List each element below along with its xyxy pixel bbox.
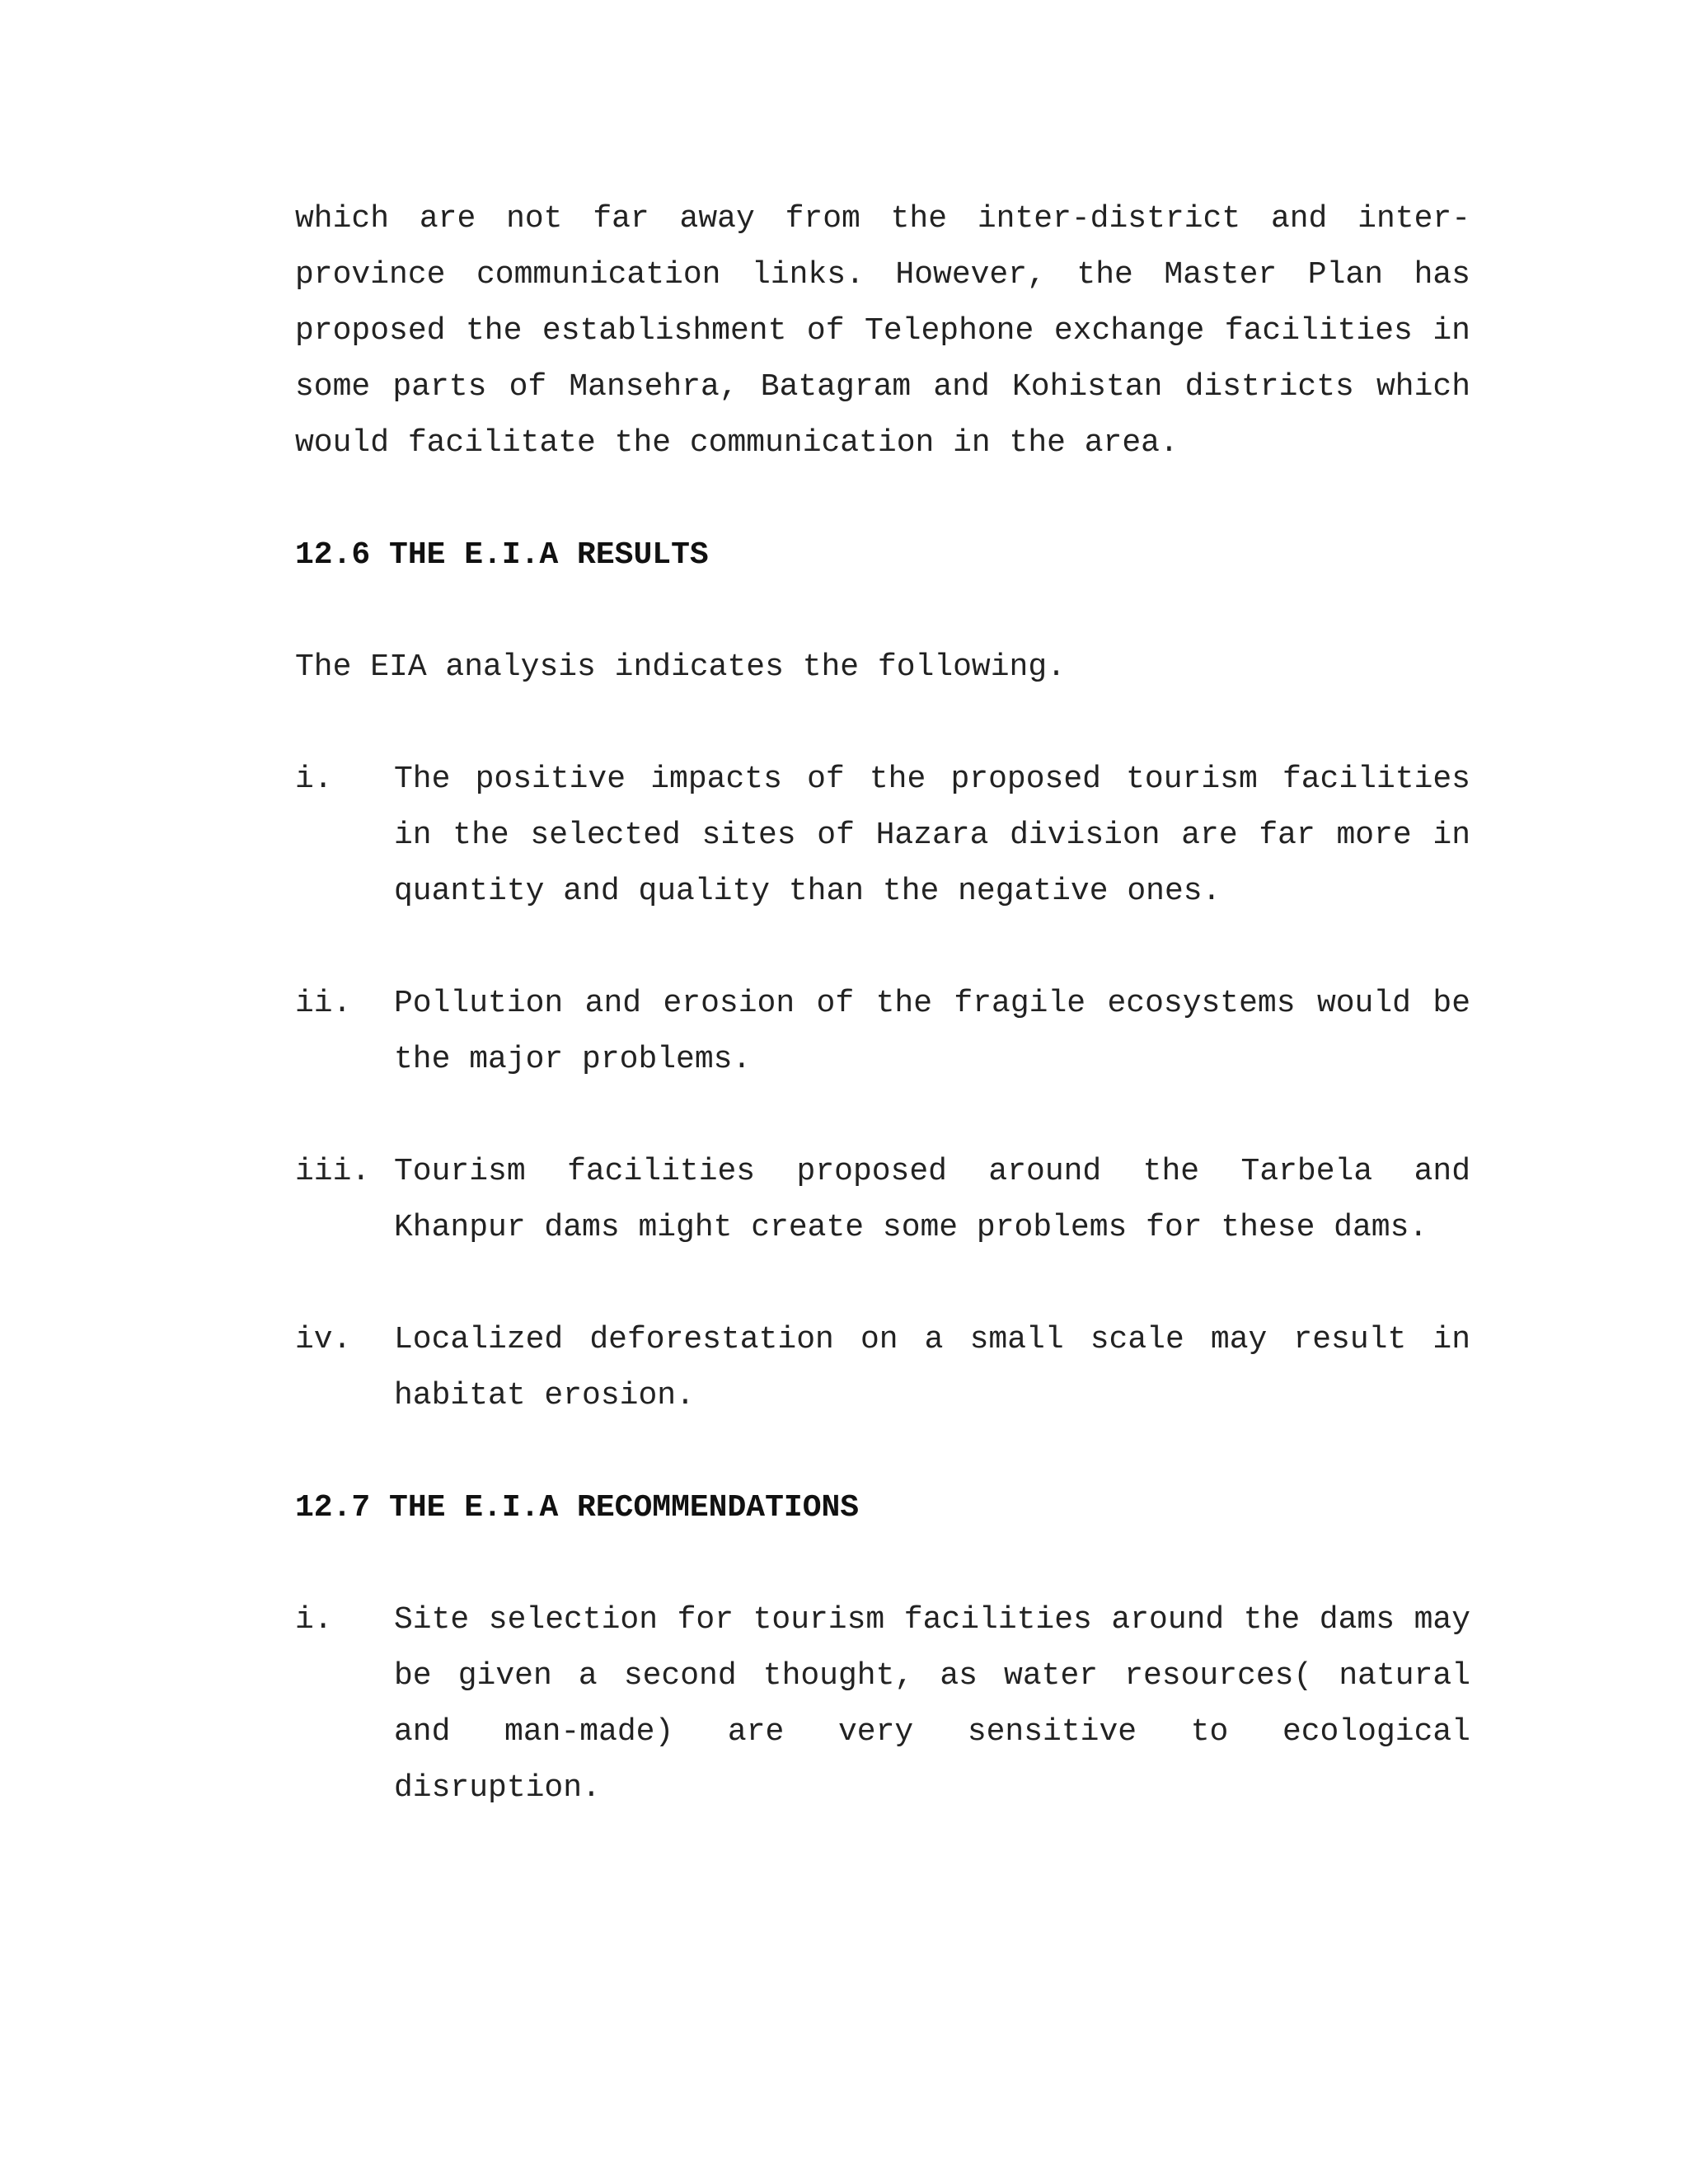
section-intro: The EIA analysis indicates the following. <box>295 649 1066 685</box>
document-page <box>295 191 1470 1816</box>
list-item <box>295 1312 1470 1424</box>
list-item <box>295 752 1470 920</box>
spacer <box>295 583 1470 640</box>
list-marker: i. <box>295 1602 333 1638</box>
list-item-text: Pollution and erosion of the fragile ecosystems would be the major problems. <box>394 986 1470 1077</box>
spacer <box>295 1424 1470 1480</box>
spacer <box>295 696 1470 752</box>
section-heading-12-7: 12.7 THE E.I.A RECOMMENDATIONS <box>295 1490 860 1526</box>
section-heading-12-6: 12.6 THE E.I.A RESULTS <box>295 537 709 573</box>
list-item-text: Site selection for tourism facilities around the dams may be given a second thought, as water resources( natural and man-made) are very sensitive to ecological disruption. <box>394 1602 1470 1806</box>
intro-paragraph: which are not far away from the inter-district and inter-province communication links. However, the Master Plan has proposed the establishment of Telephone exchange facilities in some parts of Mansehra, Batagram and Kohistan districts which would facilitate the communication in the area. <box>295 201 1470 461</box>
list-marker: ii. <box>295 986 352 1021</box>
list-marker: iv. <box>295 1322 352 1357</box>
spacer <box>295 920 1470 976</box>
list-marker: iii. <box>295 1154 371 1189</box>
list-item <box>295 1592 1470 1816</box>
spacer <box>295 471 1470 527</box>
list-item-text: Tourism facilities proposed around the Tarbela and Khanpur dams might create some problems for these dams. <box>394 1154 1470 1245</box>
spacer <box>295 1088 1470 1144</box>
list-item <box>295 1144 1470 1256</box>
list-item-text: The positive impacts of the proposed tourism facilities in the selected sites of Hazara division are far more in quantity and quality than the negative ones. <box>394 762 1470 909</box>
list-item <box>295 976 1470 1088</box>
spacer <box>295 1256 1470 1312</box>
spacer <box>295 1536 1470 1592</box>
list-marker: i. <box>295 762 333 797</box>
list-item-text: Localized deforestation on a small scale may result in habitat erosion. <box>394 1322 1470 1413</box>
